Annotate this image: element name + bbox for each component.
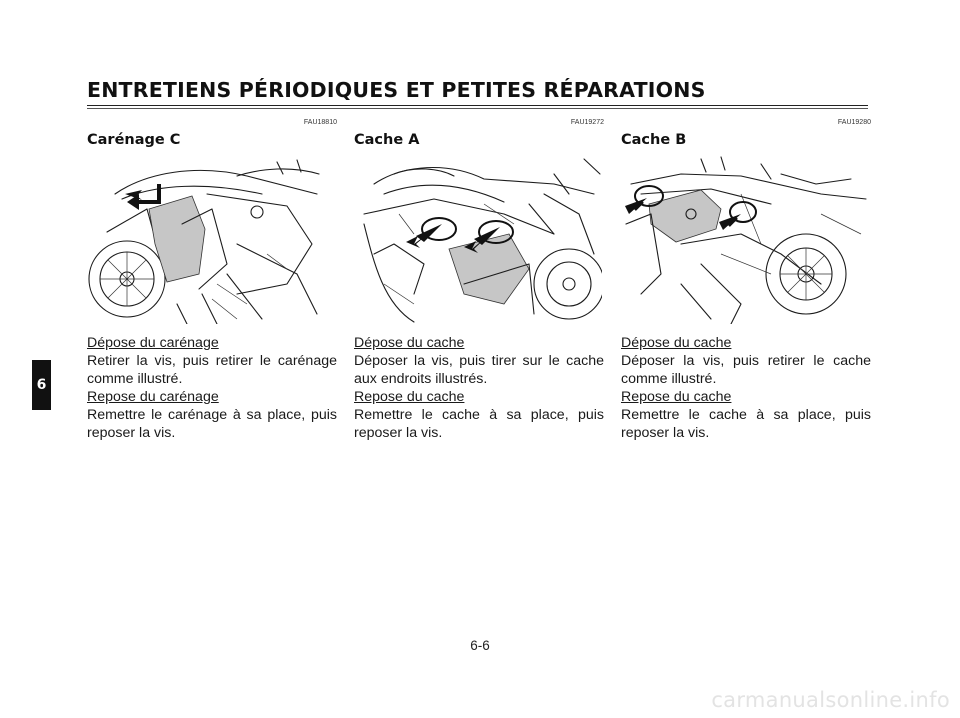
section-title: Carénage C xyxy=(87,132,181,148)
removal-text: Déposer la vis, puis retirer le cache comme illustré. xyxy=(621,353,871,387)
removal-heading: Dépose du cache xyxy=(354,335,465,351)
removal-heading: Dépose du carénage xyxy=(87,335,219,351)
section-title: Cache A xyxy=(354,132,420,148)
section-cache-a xyxy=(354,118,604,442)
section-code: FAU18810 xyxy=(303,119,337,126)
section-cache-b xyxy=(621,118,871,442)
section-carenage-c xyxy=(87,118,337,442)
install-heading: Repose du cache xyxy=(354,389,465,405)
install-text: Remettre le cache à sa place, puis reposer la vis. xyxy=(621,407,871,441)
section-code: FAU19272 xyxy=(570,119,604,126)
motorcycle-side-cover-b-illustration xyxy=(621,154,869,324)
motorcycle-front-fairing-illustration xyxy=(87,154,335,324)
section-code: FAU19280 xyxy=(837,119,871,126)
watermark: carmanualsonline.info xyxy=(711,688,950,712)
page-header-title: ENTRETIENS PÉRIODIQUES ET PETITES RÉPARATIONS xyxy=(87,78,706,102)
removal-text: Déposer la vis, puis tirer sur le cache aux endroits illustrés. xyxy=(354,353,604,387)
install-heading: Repose du cache xyxy=(621,389,732,405)
removal-heading: Dépose du cache xyxy=(621,335,732,351)
install-text: Remettre le carénage à sa place, puis reposer la vis. xyxy=(87,407,337,441)
install-text: Remettre le cache à sa place, puis reposer la vis. xyxy=(354,407,604,441)
page-number: 6-6 xyxy=(470,638,490,653)
header-rule-secondary xyxy=(87,108,868,109)
removal-text: Retirer la vis, puis retirer le carénage comme illustré. xyxy=(87,353,337,387)
section-body xyxy=(87,334,337,442)
section-body xyxy=(354,334,604,442)
install-heading: Repose du carénage xyxy=(87,389,219,405)
chapter-tab: 6 xyxy=(32,360,51,410)
header-rule xyxy=(87,105,868,106)
section-body xyxy=(621,334,871,442)
section-title: Cache B xyxy=(621,132,687,148)
motorcycle-side-cover-a-illustration xyxy=(354,154,602,324)
